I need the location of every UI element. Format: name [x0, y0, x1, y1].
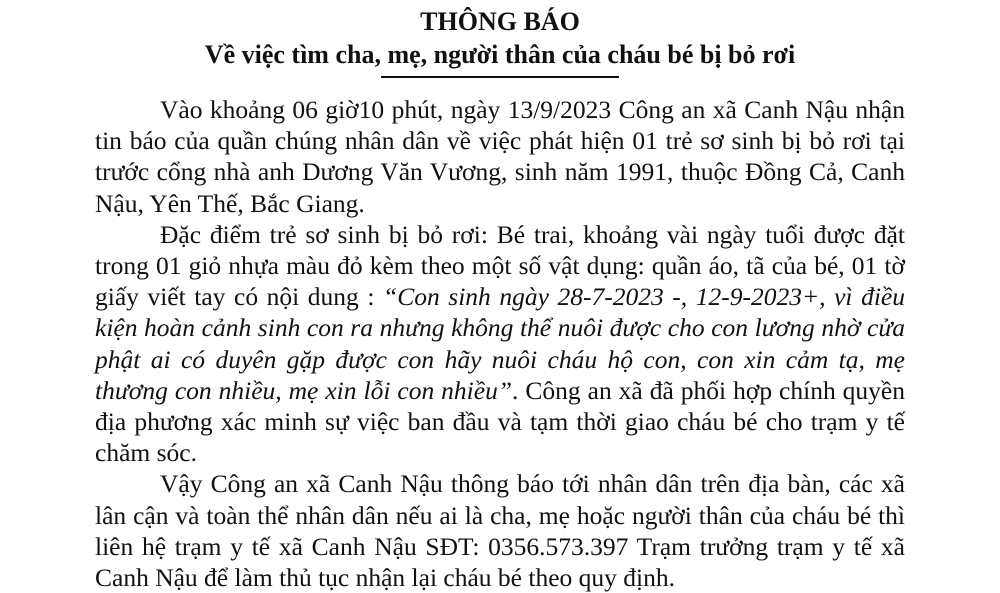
paragraph-description: [95, 219, 905, 469]
paragraph-report: Vào khoảng 06 giờ10 phút, ngày 13/9/2023 Công an xã Canh Nậu nhận tin báo của quần chúng nhân dân về việc phát hiện 01 trẻ sơ sinh bị bỏ rơi tại trước cổng nhà anh Dương Văn Vương, sinh năm 1991, thuộc Đồng Cả, Canh Nậu, Yên Thế, Bắc Giang.: [95, 95, 905, 218]
description-continuation: . Công an xã đã phối hợp chính quyền địa phương xác minh sự việc ban đầu và tạm thời giao cháu bé cho trạm y tế chăm sóc.: [95, 375, 906, 468]
paragraph-contact: Vậy Công an xã Canh Nậu thông báo tới nhân dân trên địa bàn, các xã lân cận và toàn thể nhân dân nếu ai là cha, mẹ hoặc người thân của cháu bé thì liên hệ trạm y tế xã Canh Nậu SĐT: 0356.573.397 Trạm trưởng trạm y tế xã Canh Nậu để làm thủ tục nhận lại cháu bé theo quy định.: [95, 469, 905, 593]
notice-subtitle: [0, 40, 1000, 70]
notice-subtitle-text: Về việc tìm cha, mẹ, người thân của cháu bé bị bỏ rơi: [204, 40, 796, 69]
description-text: Đặc điểm trẻ sơ sinh bị bỏ rơi: Bé trai, khoảng vài ngày tuổi được đặt trong 01 giỏ nhựa màu đỏ kèm theo một số vật dụng: quần áo, tã của bé, 01 tờ giấy viết tay có nội dung :: [95, 219, 905, 312]
notice-title: THÔNG BÁO: [420, 7, 580, 36]
subtitle-underline: [381, 76, 619, 78]
handwritten-note-quote: “Con sinh ngày 28-7-2023 -, 12-9-2023+, vì điều kiện hoàn cảnh sinh con ra nhưng không thể nuôi được cho con lương nhờ cửa phật ai có duyên gặp được con hãy nuôi cháu hộ con, con xin cảm tạ, mẹ thương con nhiều, mẹ xin lỗi con nhiều”: [95, 282, 905, 405]
notice-body: [95, 94, 905, 593]
